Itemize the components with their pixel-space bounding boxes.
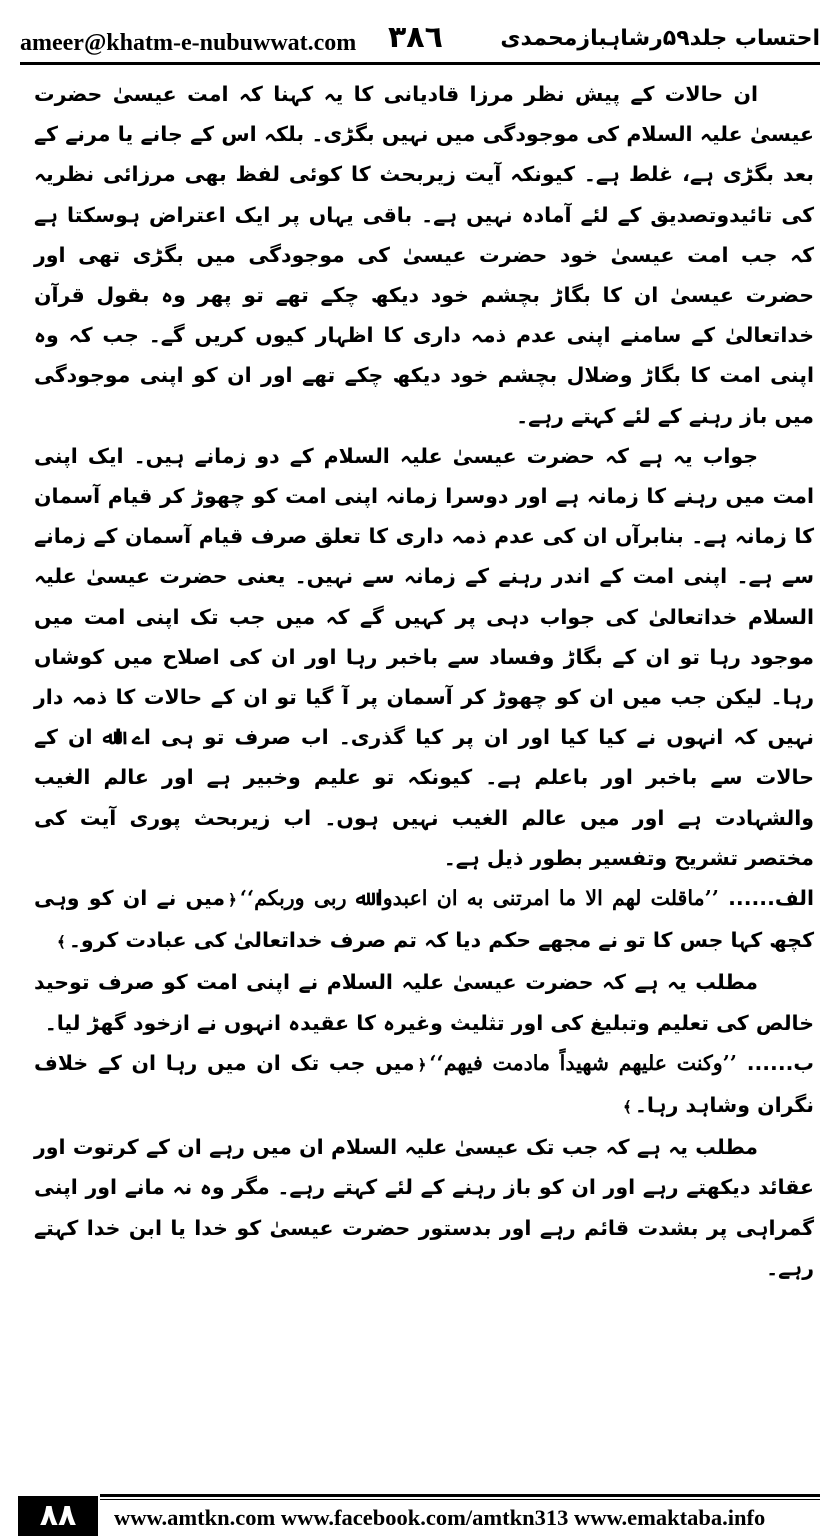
header-rule: [20, 62, 820, 65]
item-a-translation: میں نے ان کو وہی کچھ کہا جس کا تو نے مجھے حکم دیا کہ تم صرف خداتعالیٰ کی عبادت کرو۔: [34, 886, 814, 953]
ornament-close-icon: ﴾: [623, 1098, 632, 1117]
header-email: ameer@khatm-e-nubuwwat.com: [20, 30, 357, 56]
footer-number-box: ٨٨: [18, 1496, 98, 1536]
item-b-label: ب......: [746, 1050, 815, 1075]
item-b: [34, 1043, 814, 1127]
page-number: ٣٨٦: [388, 20, 443, 55]
paragraph-3: مطلب یہ ہے کہ حضرت عیسیٰ علیہ السلام نے اپنی امت کو صرف توحید خالص کی تعلیم وتبلیغ کی اور تثلیث وغیرہ کا عقیدہ انہوں نے ازخود گھڑ لیا۔: [34, 970, 814, 1035]
footer-rule: [100, 1494, 820, 1497]
ornament-open-icon: ﴿: [228, 891, 237, 910]
ornament-open-icon: ﴿: [417, 1055, 427, 1074]
item-b-translation: میں جب تک ان میں رہا ان کے خلاف نگران وشاہد رہا۔: [34, 1050, 814, 1118]
paragraph-4: مطلب یہ ہے کہ جب تک عیسیٰ علیہ السلام ان میں رہے ان کے کرتوت اور عقائد دیکھتے رہے اور ان کو باز رہنے کے لئے کہتے رہے۔ مگر وہ نہ مانے اور اپنی گمراہی پر بشدت قائم رہے اور بدستور حضرت عیسیٰ کو خدا یا ابن خدا کہتے رہے۔: [34, 1135, 814, 1280]
page-header: [20, 14, 820, 64]
item-a: [34, 878, 814, 962]
item-b-quote: ’’وکنت علیهم شهیداً مادمت فیهم‘‘: [429, 1050, 737, 1075]
ornament-close-icon: ﴾: [57, 933, 66, 952]
paragraph-1: ان حالات کے پیش نظر مرزا قادیانی کا یہ کہنا کہ امت عیسیٰ حضرت عیسیٰ علیہ السلام کی موجودگی میں نہیں بگڑی۔ بلکہ اس کے جانے یا مرنے کے بعد بگڑی ہے، غلط ہے۔ کیونکہ آیت زیربحث کا کوئی لفظ بھی مرزائی نظریہ کی تائیدوتصدیق کے لئے آمادہ نہیں ہے۔ باقی یہاں پر ایک اعتراض ہوسکتا ہے کہ جب امت عیسیٰ خود حضرت عیسیٰ کی موجودگی میں بگڑی تھی اور حضرت عیسیٰ ان کا بگاڑ بچشم خود دیکھ چکے تھے تو پھر وہ بقول قرآن خداتعالیٰ کے سامنے اپنی عدم ذمہ داری کا اظہار کیوں کریں گے۔ جب کہ وہ اپنی امت کا بگاڑ وضلال بچشم خود دیکھ چکے تھے اور ان کو اپنی موجودگی میں باز رہنے کے لئے کہتے رہے۔: [34, 82, 814, 428]
paragraph-2: جواب یہ ہے کہ حضرت عیسیٰ علیہ السلام کے دو زمانے ہیں۔ ایک اپنی امت میں رہنے کا زمانہ ہے اور دوسرا زمانہ اپنی امت کو چھوڑ کر قیام آسمان کا زمانہ ہے۔ بنابرآں ان کی عدم ذمہ داری کا تعلق صرف قیام آسمان کے زمانے سے ہے۔ اپنی امت کے اندر رہنے کے زمانہ سے نہیں۔ یعنی حضرت عیسیٰ علیہ السلام خداتعالیٰ کی جواب دہی پر کہیں گے کہ میں جب تک اپنی امت میں موجود رہا تو ان کے بگاڑ وفساد سے باخبر رہا اور ان کی اصلاح میں کوشاں رہا۔ لیکن جب میں ان کو چھوڑ کر آسمان پر آ گیا تو ان کے حالات کا ذمہ دار نہیں کہ انہوں نے کیا کیا اور ان پر کیا گذری۔ اب صرف تو ہی اے اﷲ ان کے حالات سے باخبر اور باعلم ہے۔ کیونکہ تو علیم وخبیر ہے اور عالم الغیب والشہادت ہے اور میں عالم الغیب نہیں ہوں۔ اب زیربحث پوری آیت کی مختصر تشریح وتفسیر بطور ذیل ہے۔: [34, 443, 814, 870]
item-a-label: الف......: [728, 886, 815, 911]
main-text: [34, 74, 814, 1288]
item-a-quote: ’’ماقلت لهم الا ما امرتنی به ان اعبدوا ﷲ ربی وربکم‘‘: [239, 886, 719, 911]
footer-rule-thin: [100, 1499, 820, 1500]
running-head: احتساب جلد۵۹رشاہبازمحمدی: [500, 26, 820, 51]
footer-links: www.amtkn.com www.facebook.com/amtkn313 www.emaktaba.info: [114, 1505, 766, 1530]
